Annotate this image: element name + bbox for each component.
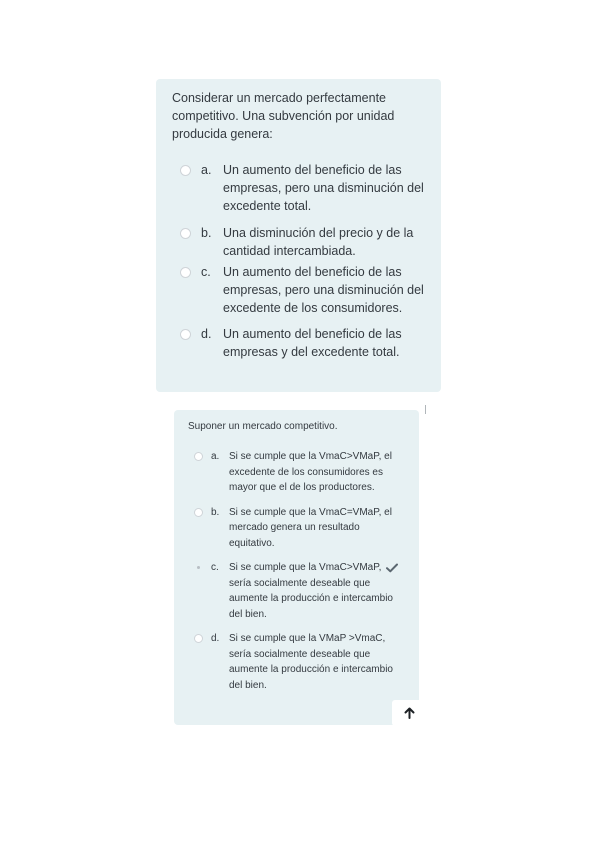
answer-text: Una disminución del precio y de la cantidad intercambiada. [223,226,414,258]
question-card-1 [156,79,441,392]
answer-option-b[interactable] [194,505,405,552]
answer-text: Si se cumple que la VmaC>VMaP, sería socialmente deseable que aumente la producción e intercambio del bien. [229,562,393,620]
radio-button[interactable] [194,452,203,461]
answer-letter: d. [201,327,212,341]
divider [425,405,426,414]
answer-letter: b. [211,506,220,518]
answer-text: Un aumento del beneficio de las empresas, pero una disminución del excedente total. [223,163,424,213]
answer-option-c[interactable] [194,560,405,622]
radio-button-selected[interactable] [194,563,203,572]
answer-letter: c. [211,562,219,573]
answer-text: Si se cumple que la VmaC=VMaP, el mercado genera un resultado equitativo. [229,506,392,549]
answer-letter: a. [201,163,212,177]
answer-option-a[interactable] [180,161,425,215]
radio-button[interactable] [180,228,191,239]
question-text: Considerar un mercado perfectamente competitivo. Una subvención por unidad producida genera: [172,91,395,141]
answer-text: Un aumento del beneficio de las empresas y del excedente total. [223,327,402,359]
answer-text: Si se cumple que la VMaP >VmaC, sería socialmente deseable que aumente la producción e intercambio del bien. [229,633,393,691]
question-card-2 [174,410,419,725]
answer-text: Si se cumple que la VmaC>VMaP, el excedente de los consumidores es mayor que el de los productores. [229,451,392,493]
answer-letter: d. [211,633,220,644]
answer-option-d[interactable] [180,325,425,361]
radio-button[interactable] [180,267,191,278]
answer-letter: c. [201,265,211,279]
scroll-to-top-button[interactable] [392,700,426,726]
question-text: Suponer un mercado competitivo. [188,421,338,432]
answer-option-b[interactable] [180,224,425,260]
arrow-up-icon [404,707,415,719]
answer-option-a[interactable] [194,449,405,496]
radio-button[interactable] [180,329,191,340]
answer-text: Un aumento del beneficio de las empresas, pero una disminución del excedente de los consumidores. [223,265,424,315]
check-icon [386,563,398,573]
radio-button[interactable] [194,634,203,643]
radio-button[interactable] [180,165,191,176]
answer-option-c[interactable] [180,263,425,317]
answer-letter: b. [201,226,212,240]
answer-letter: a. [211,451,220,462]
radio-button[interactable] [194,508,203,517]
answer-option-d[interactable] [194,631,405,693]
